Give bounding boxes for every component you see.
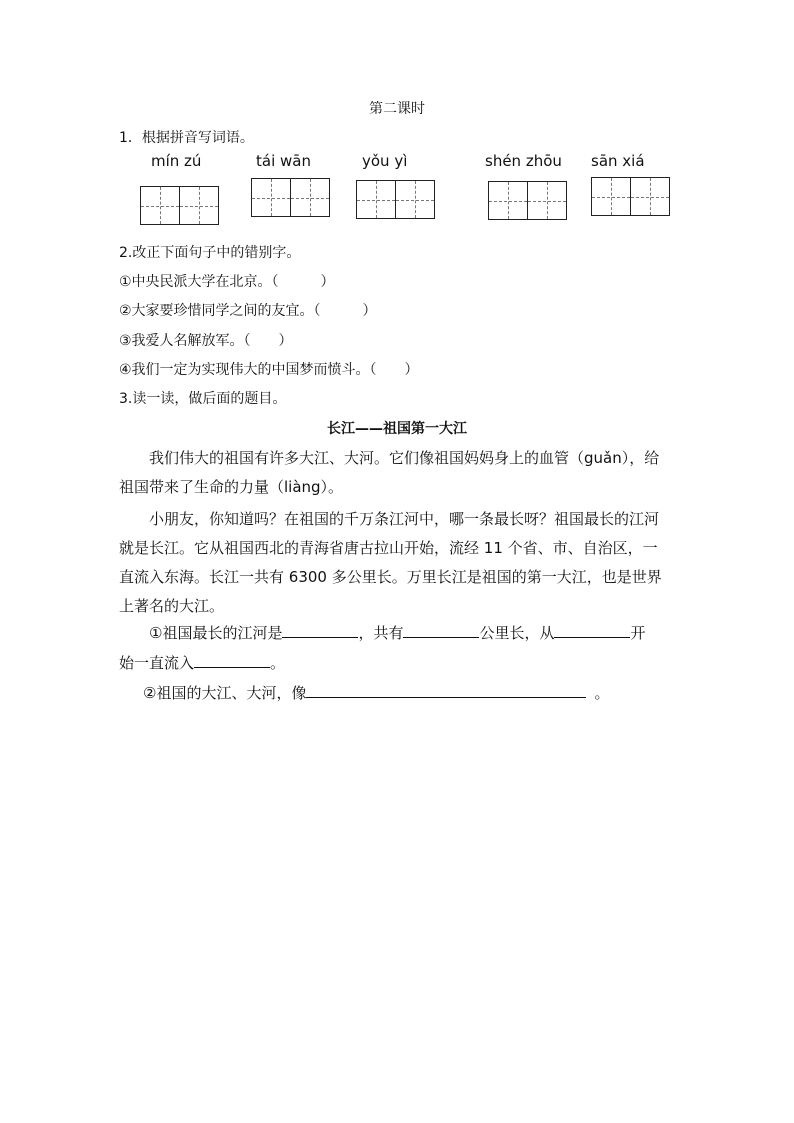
writing-grid-3[interactable] [356,180,435,219]
correction-item-1: ①中央民派大学在北京。（ ） [119,274,335,290]
pinyin-1: mín zú [151,152,202,170]
writing-grid-2[interactable] [251,178,330,217]
writing-cell[interactable] [592,178,631,215]
writing-grid-4[interactable] [488,181,567,220]
writing-cell[interactable] [180,187,218,224]
correction-item-4: ④我们一定为实现伟大的中国梦而愤斗。（ ） [119,362,419,378]
answer-blank-origin[interactable] [554,623,630,638]
passage-paragraph-2: 小朋友，你知道吗？在祖国的千万条江河中，哪一条最长呀？祖国最长的江河就是长江。它从祖国西北的青海省唐古拉山开始，流经 11 个省、市、自治区，一直流入东海。长江一共有 6300 多公里长。万里长江是祖国的第一大江，也是世界上著名的大江。 [119,510,662,615]
pinyin-3: yǒu yì [362,152,408,170]
answer-blank-river[interactable] [282,623,358,638]
writing-cell[interactable] [357,181,396,218]
writing-cell[interactable] [141,187,180,224]
subquestion-text: 。 [594,684,610,702]
writing-cell[interactable] [396,181,434,218]
subquestion-text: 公里长，从 [479,624,555,642]
page-title: 第二课时 [369,101,425,117]
subquestion-text: 开 [630,624,646,642]
correction-item-2: ②大家要珍惜同学之间的友宜。（ ） [119,303,377,319]
subquestion-2 [143,682,609,703]
subquestion-text: 。 [270,654,286,672]
subquestion-text: ②祖国的大江、大河，像 [143,684,307,702]
subquestion-text: 始一直流入 [119,654,195,672]
subquestion-1-line-1 [149,622,646,643]
pinyin-5: sān xiá [591,152,645,170]
question-3: 3.读一读，做后面的题目。 [119,391,287,407]
writing-grid-5[interactable] [591,177,670,216]
pinyin-2: tái wān [256,152,311,170]
answer-blank-destination[interactable] [194,653,270,668]
subquestion-text: ，共有 [358,624,404,642]
question-2: 2.改正下面句子中的错别字。 [119,245,301,261]
writing-cell[interactable] [631,178,669,215]
writing-cell[interactable] [252,179,291,216]
passage-paragraph-1: 我们伟大的祖国有许多大江、大河。它们像祖国妈妈身上的血管（guǎn），给祖国带来了生命的力量（liàng）。 [119,449,660,496]
writing-cell[interactable] [489,182,528,219]
writing-cell[interactable] [528,182,566,219]
subquestion-text: ①祖国最长的江河是 [149,624,283,642]
pinyin-4: shén zhōu [485,152,562,170]
subquestion-1-line-2 [119,652,285,673]
answer-blank-length[interactable] [403,623,479,638]
passage-title: 长江——祖国第一大江 [327,421,467,437]
answer-blank-simile[interactable] [306,683,586,698]
question-1: 1．根据拼音写词语。 [119,130,254,146]
writing-grid-1[interactable] [140,186,219,225]
correction-item-3: ③我爱人名解放军。（ ） [119,333,293,349]
writing-cell[interactable] [291,179,329,216]
